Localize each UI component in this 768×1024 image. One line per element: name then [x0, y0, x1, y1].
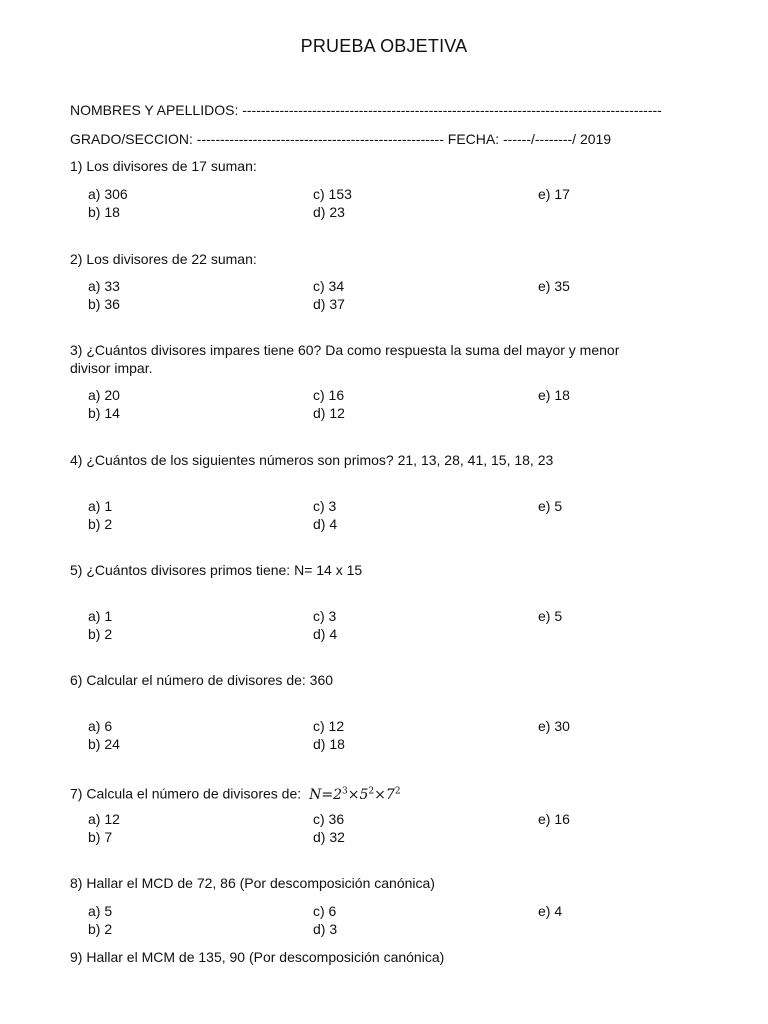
- question-6: [70, 671, 720, 752]
- option-a: a) 1: [88, 498, 113, 514]
- question-8: [70, 874, 720, 937]
- options: [88, 810, 708, 846]
- option-b: b) 36: [88, 296, 120, 312]
- question-text-label: 7) Calcula el número de divisores de:: [70, 785, 302, 802]
- option-a: a) 20: [88, 387, 120, 403]
- option-e: e) 17: [538, 186, 570, 202]
- option-d: d) 4: [313, 516, 338, 532]
- names-field-line: NOMBRES Y APELLIDOS: ------------------------------------------------------------------------------------------: [70, 102, 662, 118]
- options: [88, 185, 708, 221]
- option-a: a) 33: [88, 278, 120, 294]
- option-e: e) 30: [538, 718, 570, 734]
- options: [88, 902, 708, 938]
- page-title: PRUEBA OBJETIVA: [300, 36, 468, 56]
- question-7: [70, 782, 720, 845]
- option-d: d) 37: [313, 296, 345, 312]
- option-e: e) 4: [538, 903, 563, 919]
- option-d: d) 3: [313, 921, 338, 937]
- option-b: b) 2: [88, 626, 113, 642]
- question-text: [70, 782, 720, 804]
- options: [88, 607, 708, 643]
- option-a: a) 306: [88, 186, 128, 202]
- option-c: c) 16: [313, 387, 345, 403]
- option-c: c) 3: [313, 608, 337, 624]
- question-text: 6) Calcular el número de divisores de: 360: [70, 672, 334, 688]
- question-text: 2) Los divisores de 22 suman:: [70, 251, 257, 267]
- option-d: d) 12: [313, 405, 345, 421]
- option-b: b) 2: [88, 921, 113, 937]
- question-text-line-2: divisor impar.: [70, 360, 153, 376]
- question-text: 1) Los divisores de 17 suman:: [70, 158, 257, 174]
- question-text: 9) Hallar el MCM de 135, 90 (Por descomposición canónica): [70, 949, 445, 965]
- option-c: c) 36: [313, 811, 345, 827]
- option-b: b) 2: [88, 516, 113, 532]
- grade-date-field-line: GRADO/SECCION: ----------------------------------------------------- FECHA: ------/--------/ 2019: [70, 131, 612, 147]
- option-b: b) 14: [88, 405, 120, 421]
- option-d: d) 4: [313, 626, 338, 642]
- option-b: b) 18: [88, 204, 120, 220]
- options: [88, 717, 708, 753]
- option-e: e) 5: [538, 498, 563, 514]
- formula: $N=2^3\times 5^2\times 7^2$: [309, 786, 401, 803]
- question-2: [70, 250, 720, 312]
- option-e: e) 16: [538, 811, 570, 827]
- question-text-line-1: 3) ¿Cuántos divisores impares tiene 60? Da como respuesta la suma del mayor y menor: [70, 342, 620, 358]
- option-a: a) 1: [88, 608, 113, 624]
- options: [88, 277, 708, 313]
- option-c: c) 3: [313, 498, 337, 514]
- option-d: d) 32: [313, 829, 345, 845]
- option-e: e) 18: [538, 387, 570, 403]
- option-c: c) 34: [313, 278, 345, 294]
- question-3: [70, 341, 720, 421]
- option-e: e) 35: [538, 278, 570, 294]
- options: [88, 497, 708, 533]
- option-b: b) 24: [88, 736, 120, 752]
- option-a: a) 5: [88, 903, 113, 919]
- option-e: e) 5: [538, 608, 563, 624]
- option-c: c) 6: [313, 903, 337, 919]
- option-c: c) 12: [313, 718, 345, 734]
- question-text: 4) ¿Cuántos de los siguientes números son primos? 21, 13, 28, 41, 15, 18, 23: [70, 452, 554, 468]
- option-c: c) 153: [313, 186, 352, 202]
- question-9: [70, 948, 720, 966]
- option-b: b) 7: [88, 829, 113, 845]
- option-a: a) 12: [88, 811, 120, 827]
- question-4: [70, 451, 720, 532]
- question-text: 8) Hallar el MCD de 72, 86 (Por descomposición canónica): [70, 875, 435, 891]
- option-d: d) 23: [313, 204, 345, 220]
- option-d: d) 18: [313, 736, 345, 752]
- question-5: [70, 561, 720, 642]
- options: [88, 386, 708, 422]
- option-a: a) 6: [88, 718, 113, 734]
- question-1: [70, 157, 720, 220]
- question-text: 5) ¿Cuántos divisores primos tiene: N= 14 x 15: [70, 562, 363, 578]
